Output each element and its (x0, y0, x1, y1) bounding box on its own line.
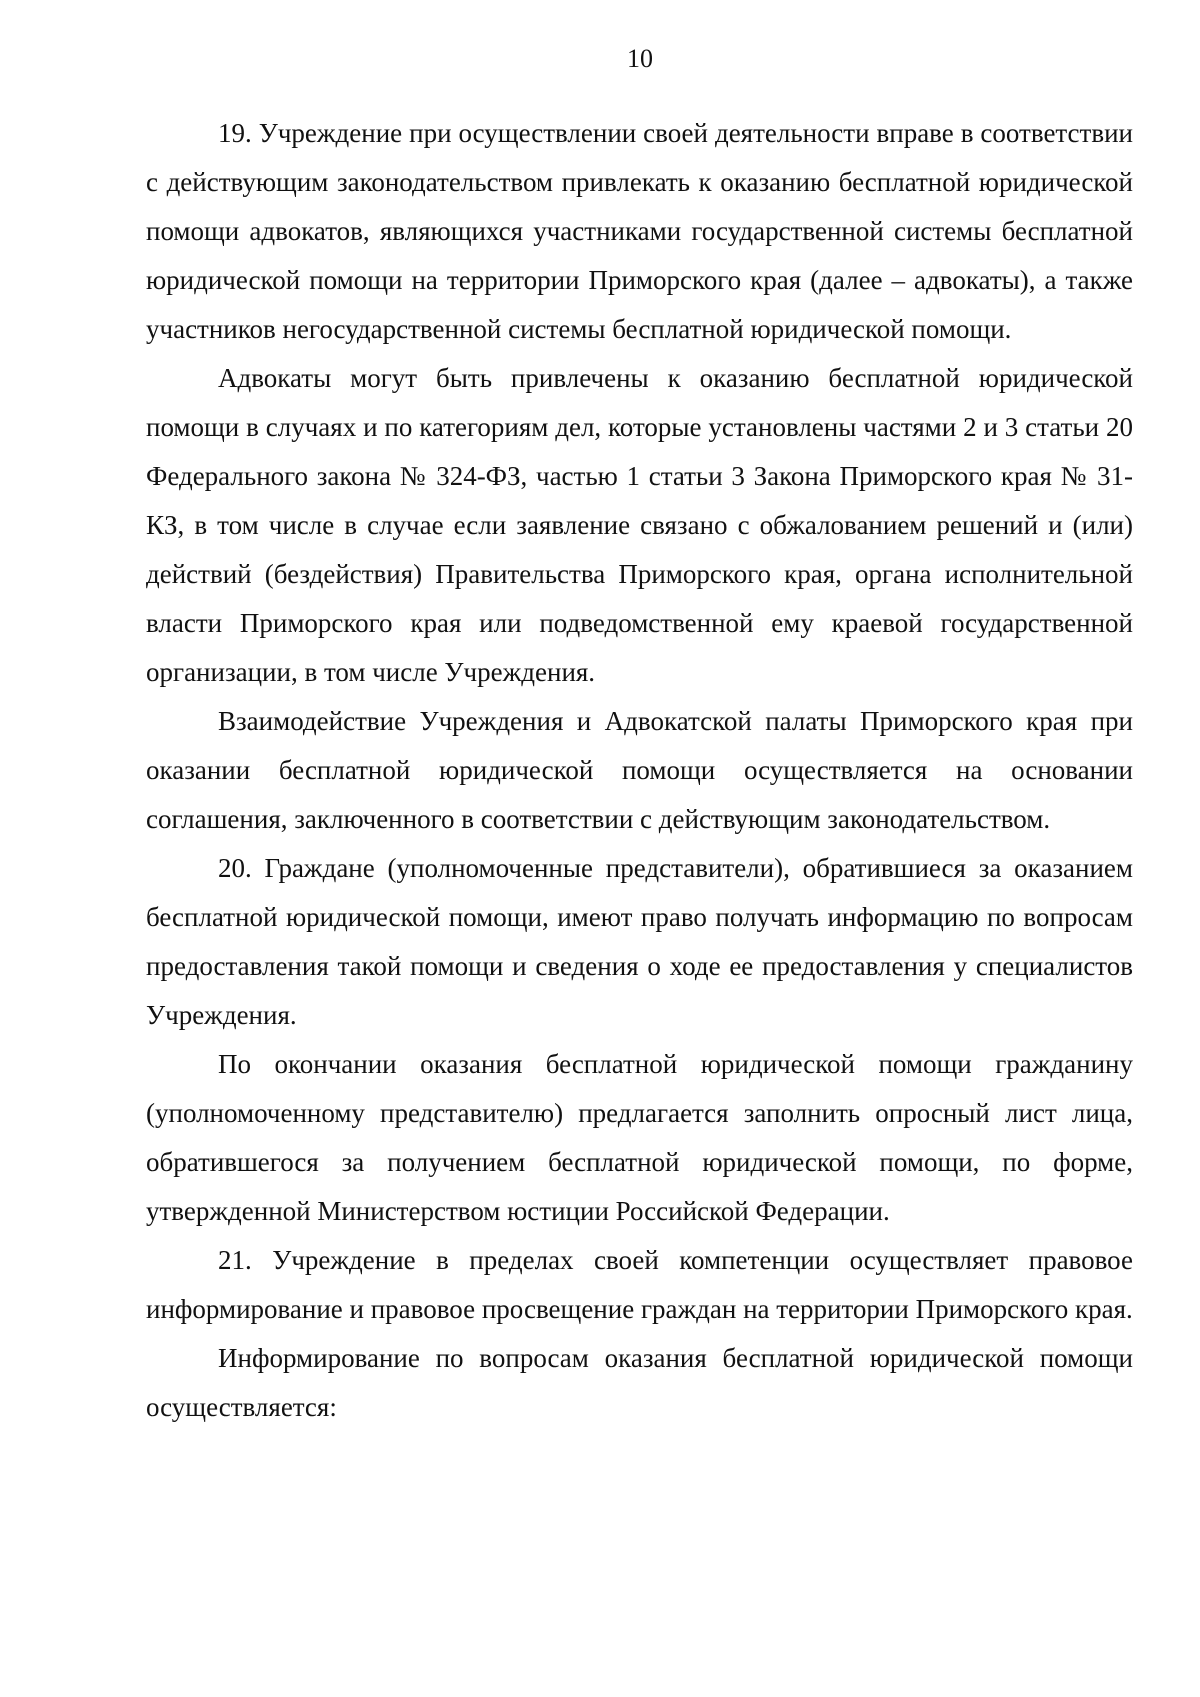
paragraph-informing: Информирование по вопросам оказания бесплатной юридической помощи осуществляется: (146, 1343, 1133, 1422)
paragraph-advocates: Адвокаты могут быть привлечены к оказанию бесплатной юридической помощи в случаях и по категориям дел, которые установлены частями 2 и 3 статьи 20 Федерального закона № 324-ФЗ, частью 1 статьи 3 Закона Приморского края № 31-КЗ, в том числе в случае если заявление связано с обжалованием решений и (или) действий (бездействия) Правительства Приморского края, органа исполнительной власти Приморского края или подведомственной ему краевой государственной организации, в том числе Учреждения. (146, 363, 1133, 687)
page-number: 10 (627, 44, 653, 73)
document-body (146, 109, 1133, 1432)
paragraph-21: 21. Учреждение в пределах своей компетенции осуществляет правовое информирование и правовое просвещение граждан на территории Приморского края. (146, 1245, 1133, 1324)
paragraph-survey: По окончании оказания бесплатной юридической помощи гражданину (уполномоченному представителю) предлагается заполнить опросный лист лица, обратившегося за получением бесплатной юридической помощи, по форме, утвержденной Министерством юстиции Российской Федерации. (146, 1049, 1133, 1226)
paragraph-cooperation: Взаимодействие Учреждения и Адвокатской палаты Приморского края при оказании бесплатной юридической помощи осуществляется на основании соглашения, заключенного в соответствии с действующим законодательством. (146, 706, 1133, 834)
paragraph-20: 20. Граждане (уполномоченные представители), обратившиеся за оказанием бесплатной юридической помощи, имеют право получать информацию по вопросам предоставления такой помощи и сведения о ходе ее предоставления у специалистов Учреждения. (146, 853, 1133, 1030)
paragraph-19: 19. Учреждение при осуществлении своей деятельности вправе в соответствии с действующим законодательством привлекать к оказанию бесплатной юридической помощи адвокатов, являющихся участниками государственной системы бесплатной юридической помощи на территории Приморского края (далее – адвокаты), а также участников негосударственной системы бесплатной юридической помощи. (146, 118, 1133, 344)
